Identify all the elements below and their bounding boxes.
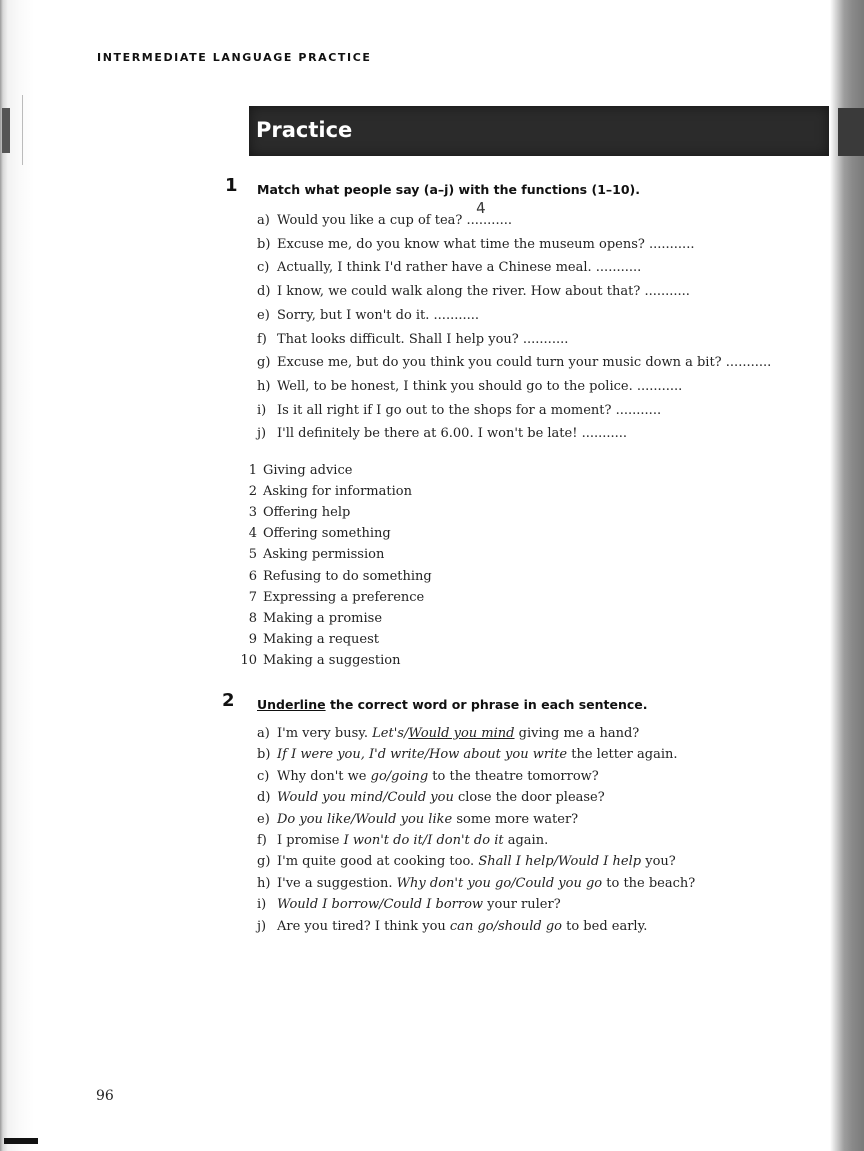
function-text: Asking for information	[263, 484, 412, 500]
item-text-end: again.	[503, 833, 549, 848]
item-text-end: to the theatre tomorrow?	[428, 768, 599, 784]
item-letter: i)	[257, 402, 267, 418]
item-text: Sorry, but I won't do it.	[277, 307, 434, 323]
exercise-item	[257, 426, 627, 441]
item-letter: h)	[257, 875, 271, 891]
exercise-item	[257, 747, 678, 762]
answer-dots: ...........	[644, 284, 690, 300]
answer-blank	[616, 403, 661, 418]
item-text: Are you tired? I think you	[277, 918, 450, 934]
item-letter: j)	[257, 918, 267, 934]
item-letter: g)	[257, 854, 271, 870]
item-text-end: giving me a hand?	[514, 726, 640, 741]
scan-left-edge	[0, 0, 34, 1151]
item-text: I'll definitely be there at 6.00. I won't be late!	[277, 426, 582, 442]
scan-bottom-mark	[4, 1138, 38, 1144]
item-letter: e)	[257, 811, 270, 827]
item-letter: a)	[257, 213, 270, 228]
function-text: Giving advice	[263, 463, 353, 478]
exercise-item	[257, 284, 690, 299]
function-text: Refusing to do something	[263, 568, 432, 584]
item-text-end: close the door please?	[453, 790, 605, 806]
exercise-item	[257, 769, 599, 784]
function-number: 2	[248, 484, 257, 500]
section-2-instruction	[257, 697, 648, 712]
function-text: Making a suggestion	[263, 652, 401, 668]
item-letter: e)	[257, 307, 270, 323]
item-letter: b)	[257, 236, 271, 252]
option-text: Let's/	[372, 726, 409, 741]
answer-blank	[434, 308, 479, 323]
answer-blank	[466, 198, 512, 228]
item-text: I'm quite good at cooking too.	[277, 854, 479, 870]
exercise-item	[257, 812, 578, 827]
item-letter: b)	[257, 747, 271, 763]
option-text: go/going	[370, 768, 429, 784]
item-text: Excuse me, but do you think you could turn your music down a bit?	[277, 355, 726, 371]
section-1-number: 1	[225, 175, 238, 196]
option-text: Would you mind/Could you	[277, 790, 454, 806]
exercise-item	[257, 332, 568, 347]
option-text: If I were you, I'd write/How about you write	[277, 747, 568, 763]
item-letter: a)	[257, 726, 270, 741]
function-number: 6	[248, 568, 257, 584]
item-text: That looks difficult. Shall I help you?	[277, 331, 523, 347]
exercise-item	[257, 897, 561, 912]
function-item	[237, 484, 412, 499]
function-item	[237, 569, 432, 584]
item-letter: c)	[257, 260, 270, 276]
item-text: I'm very busy.	[277, 726, 373, 741]
answer-dots: ...........	[615, 402, 662, 418]
function-item	[237, 590, 424, 605]
banner-title: Practice	[256, 118, 353, 142]
exercise-item	[257, 237, 694, 252]
function-text: Offering help	[263, 505, 351, 521]
item-letter: d)	[257, 790, 271, 806]
page-number: 96	[96, 1088, 114, 1104]
item-text: Actually, I think I'd rather have a Chinese meal.	[277, 260, 596, 276]
function-text: Making a request	[263, 631, 379, 647]
scan-left-line	[22, 95, 23, 165]
item-letter: d)	[257, 284, 271, 300]
answer-dots: ...........	[466, 213, 512, 228]
function-number: 4	[248, 526, 257, 542]
function-item	[237, 463, 352, 478]
item-letter: f)	[257, 331, 267, 347]
handwritten-answer: 4	[474, 198, 486, 218]
item-letter: g)	[257, 355, 271, 371]
function-item	[237, 611, 382, 626]
answer-blank	[649, 237, 694, 252]
exercise-item	[257, 198, 512, 228]
option-text: can go/should go	[449, 918, 562, 934]
answer-blank	[726, 355, 771, 370]
item-text: Why don't we	[277, 768, 371, 784]
item-text-end: to the beach?	[602, 875, 696, 891]
practice-banner	[249, 106, 829, 156]
answer-blank	[644, 284, 689, 299]
function-number: 5	[248, 547, 257, 563]
underline-word: Underline	[257, 697, 326, 712]
item-letter: i)	[257, 897, 267, 913]
running-head: INTERMEDIATE LANGUAGE PRACTICE	[97, 51, 372, 64]
answer-dots: ...........	[636, 378, 683, 394]
option-text: Shall I help/Would I help	[478, 854, 642, 870]
exercise-item	[257, 260, 641, 275]
answer-blank	[582, 426, 627, 441]
function-item	[237, 632, 379, 647]
scan-left-bar	[2, 108, 10, 153]
function-text: Asking permission	[263, 547, 385, 563]
exercise-item	[257, 403, 661, 418]
answer-blank	[637, 379, 682, 394]
item-letter: c)	[257, 768, 270, 784]
function-number: 3	[248, 505, 257, 521]
item-letter: h)	[257, 378, 271, 394]
exercise-item	[257, 854, 676, 869]
item-letter: j)	[257, 426, 267, 442]
item-text-end: the letter again.	[567, 747, 678, 763]
function-text: Offering something	[263, 526, 391, 542]
item-text-end: some more water?	[452, 811, 579, 827]
function-number: 10	[240, 652, 257, 668]
function-number: 1	[248, 463, 257, 478]
underlined-answer: Would you mind	[408, 726, 515, 741]
item-text-end: your ruler?	[483, 897, 561, 913]
answer-dots: ...........	[649, 236, 695, 252]
item-text: I've a suggestion.	[277, 875, 397, 891]
option-text: Why don't you go/Could you go	[396, 875, 603, 891]
section-1-instruction: Match what people say (a–j) with the functions (1–10).	[257, 182, 640, 197]
item-text-end: to bed early.	[561, 918, 648, 934]
item-text: Is it all right if I go out to the shops for a moment?	[277, 402, 616, 418]
item-text-end: you?	[641, 854, 676, 870]
exercise-item	[257, 919, 647, 934]
exercise-item	[257, 790, 605, 805]
answer-dots: ...........	[522, 331, 569, 347]
item-text: Would you like a cup of tea?	[277, 213, 467, 228]
item-text: I promise	[277, 833, 344, 848]
exercise-item	[257, 726, 639, 741]
function-number: 9	[248, 631, 257, 647]
scan-right-edge	[830, 0, 864, 1151]
item-text: Well, to be honest, I think you should go to the police.	[277, 378, 637, 394]
function-item	[237, 653, 400, 668]
function-text: Expressing a preference	[263, 589, 425, 605]
item-text: I know, we could walk along the river. How about that?	[277, 284, 645, 300]
section-2-number: 2	[222, 690, 235, 711]
function-number: 7	[248, 589, 257, 605]
function-item	[237, 526, 391, 541]
option-text: I won't do it/I don't do it	[343, 833, 504, 848]
option-text: Would I borrow/Could I borrow	[277, 897, 484, 913]
answer-dots: ...........	[433, 307, 480, 323]
answer-blank	[596, 260, 641, 275]
function-item	[237, 505, 350, 520]
exercise-item	[257, 308, 479, 323]
item-text: Excuse me, do you know what time the museum opens?	[277, 236, 649, 252]
scan-right-dark	[838, 108, 864, 156]
item-letter: f)	[257, 833, 267, 848]
exercise-item	[257, 355, 771, 370]
answer-blank	[523, 332, 568, 347]
exercise-item	[257, 876, 695, 891]
function-number: 8	[248, 610, 257, 626]
exercise-item	[257, 833, 548, 848]
function-item	[237, 547, 384, 562]
answer-dots: ...........	[725, 355, 772, 371]
function-text: Making a promise	[263, 610, 383, 626]
answer-dots: ...........	[581, 426, 628, 442]
instruction-rest: the correct word or phrase in each sentence.	[325, 697, 648, 712]
exercise-item	[257, 379, 682, 394]
answer-dots: ...........	[595, 260, 642, 276]
option-text: Do you like/Would you like	[277, 811, 453, 827]
